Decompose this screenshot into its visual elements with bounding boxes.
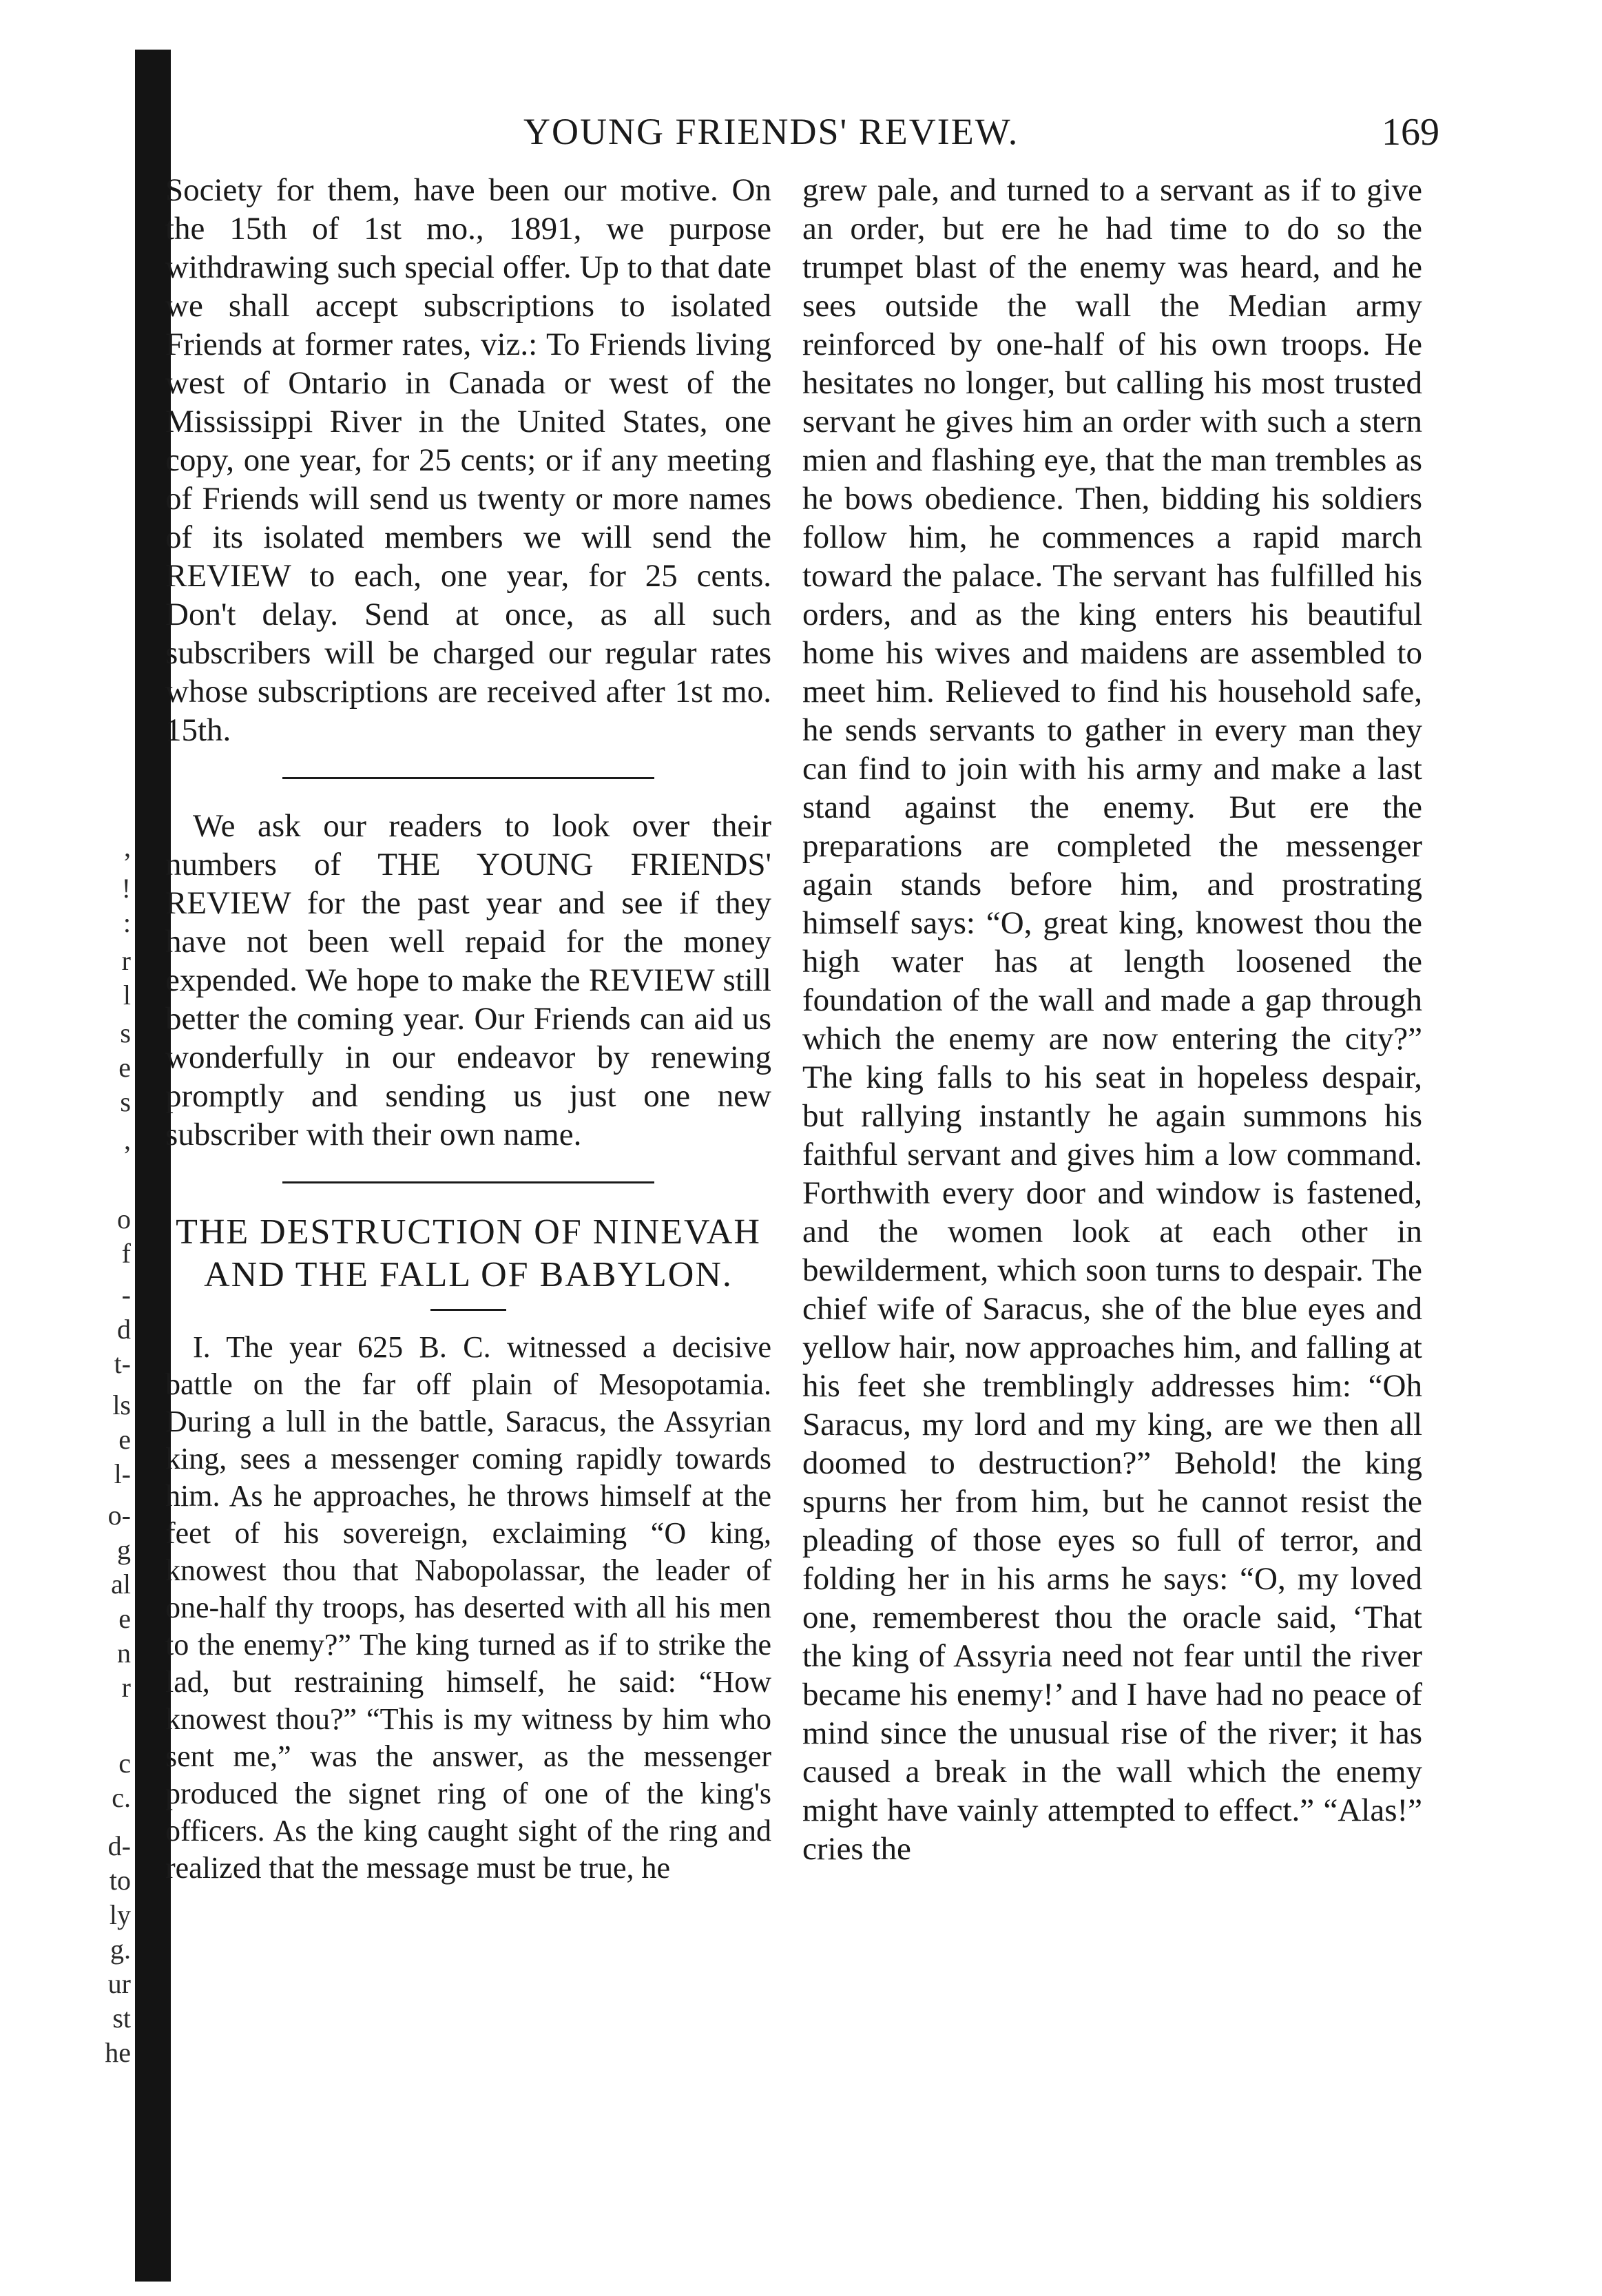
paragraph-battle: I. The year 625 B. C. witnessed a decisive battle on the far off plain of Mesopotamia. During a lull in the battle, Saracus, the Assyrian king, sees a messenger coming rapidly towards him. As he approaches, he throws himself at the feet of his sovereign, exclaiming “O king, knowest thou that Nabopolassar, the leader of one-half thy troops, has deserted with all his men to the enemy?” The king turned as if to strike the lad, but restraining himself, he said: “How knowest thou?” “This is my witness by him who sent me,” was the answer, as the messenger produced the signet ring of one of the king's officers. As the king caught sight of the ring and realized that the message must be true, he — [165, 1330, 771, 1885]
bleed-fragment: l- — [114, 1458, 131, 1489]
bleed-fragment: e — [118, 1424, 131, 1455]
bleed-fragment: g. — [110, 1934, 131, 1965]
bleed-fragment: ! — [121, 873, 131, 904]
bleed-fragment: s — [120, 1017, 131, 1048]
paragraph-king-saracus: grew pale, and turned to a servant as if to give an order, but ere he had time to do so the trumpet blast of the enemy was heard, and he sees outside the wall the Median army reinforced by one-half of his own troops. He hesitates no longer, but calling his most trusted servant he gives him an order with such a stern mien and flashing eye, that the man trembles as he bows obedience. Then, bidding his soldiers follow him, he commences a rapid march toward the palace. The servant has fulfilled his orders, and as the king enters his beautiful home his wives and maidens are assembled to meet him. Relieved to find his household safe, he sends servants to gather in every man they can find to join with his army and make a last stand against the enemy. But ere the preparations are completed the messenger again stands before him, and prostrating himself says: “O, great king, knowest thou the high water has at length loosened the foundation of the wall and made a gap through which the enemy are now entering the city?” The king falls to his seat in hopeless despair, but rallying instantly he again summons his faithful servant and gives him a low command. Forthwith every door and window is fastened, and the women look at each other in bewilderment, which soon turns to despair. The chief wife of Saracus, she of the blue eyes and yellow hair, now approaches him, and falling at his feet she tremblingly addresses him: “Oh Saracus, my lord and my king, are we then all doomed to destruction?” Behold! the king spurns her from him, but he cannot resist the pleading of those eyes so full of terror, and folding her in his arms he says: “O, my loved one, rememberest thou the oracle said, ‘That the king of Assyria need not fear until the river became his enemy!’ and I have had no peace of mind since the unusual rise of the river; it has caused a break in the wall which the enemy might have vainly attempted to effect.” “Alas!” cries the — [802, 172, 1422, 1867]
bleed-fragment: g — [117, 1534, 131, 1565]
left-column — [165, 171, 771, 1887]
bleed-fragment: ly — [109, 1899, 131, 1930]
bleed-fragment: ur — [107, 1968, 131, 1999]
page-number: 169 — [1382, 111, 1439, 154]
section-divider — [282, 1181, 654, 1183]
bleed-fragment: s — [120, 1086, 131, 1117]
bleed-fragment: t- — [114, 1348, 131, 1379]
bleed-fragment: : — [123, 907, 131, 938]
paragraph-readers-appeal: We ask our readers to look over their numbers of THE YOUNG FRIENDS' REVIEW for the past year and see if they have not been well repaid for the money expended. We hope to make the REVIEW still better the coming year. Our Friends can aid us wonderfully in our endeavor by renewing promptly and sending us just one new subscriber with their own name. — [165, 808, 771, 1152]
title-divider — [430, 1309, 506, 1311]
bleed-fragment: r — [121, 945, 131, 976]
bleed-fragment: l — [123, 980, 131, 1011]
bleed-fragment: d — [117, 1314, 131, 1345]
paragraph-subscription-offer: Society for them, have been our motive. On the 15th of 1st mo., 1891, we purpose withdrawing such special offer. Up to that date we shall accept subscriptions to isolated Friends at former rates, viz.: To Friends living west of Ontario in Canada or west of the Mississippi River in the United States, one copy, one year, for 25 cents; or if any meeting of Friends will send us twenty or more names of its isolated members we will send the REVIEW to each, one year, for 25 cents. Don't delay. Send at once, as all such subscribers will be charged our regular rates whose subscriptions are received after 1st mo. 15th. — [165, 172, 771, 748]
right-column — [802, 171, 1422, 1868]
bleed-fragment: f — [121, 1238, 131, 1269]
bleed-fragment: n — [117, 1637, 131, 1668]
page-header — [172, 110, 1439, 158]
bleed-fragment: - — [121, 1279, 131, 1310]
bleed-fragment: e — [118, 1603, 131, 1634]
bleed-fragment: ls — [112, 1389, 131, 1420]
bleed-fragment: he — [105, 2037, 131, 2068]
bleed-fragment: c. — [112, 1782, 131, 1813]
bleed-fragment: , — [124, 1124, 131, 1155]
bleed-fragment: c — [118, 1748, 131, 1779]
running-title: YOUNG FRIENDS' REVIEW. — [523, 111, 1019, 152]
bleed-fragment: al — [111, 1569, 131, 1600]
bleed-fragment: e — [118, 1052, 131, 1083]
article-title: THE DESTRUCTION OF NINEVAH AND THE FALL OF BABYLON. — [176, 1212, 761, 1294]
bleed-fragment: o — [117, 1203, 131, 1234]
bleed-fragment: d- — [107, 1830, 131, 1861]
section-divider — [282, 777, 654, 779]
facing-page-bleed — [0, 0, 131, 2296]
bleed-fragment: to — [109, 1865, 131, 1896]
bleed-fragment: o- — [107, 1500, 131, 1531]
bleed-fragment: st — [112, 2003, 131, 2034]
bleed-fragment: r — [121, 1672, 131, 1703]
bleed-fragment: , — [124, 831, 131, 862]
